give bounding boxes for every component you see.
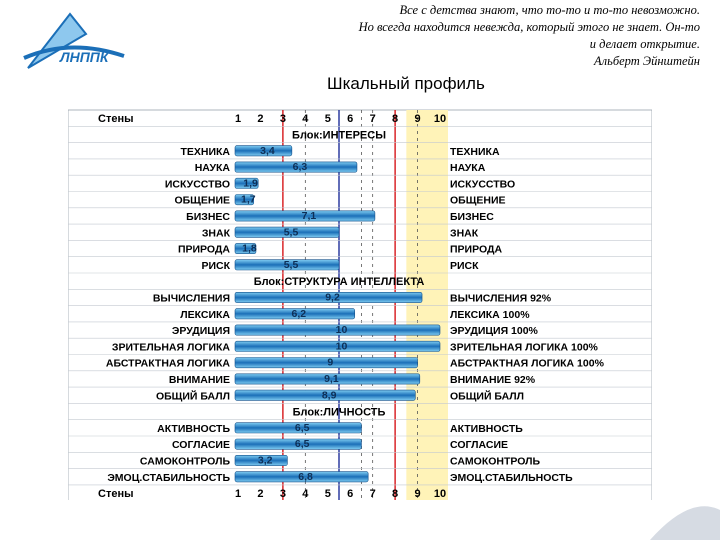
block-title: Блок:ИНТЕРЕСЫ — [292, 129, 386, 142]
decorative-swoosh — [630, 500, 720, 540]
value-label: 10 — [335, 340, 348, 353]
value-label: 3,2 — [257, 454, 273, 467]
block-title: Блок:СТРУКТУРА ИНТЕЛЛЕКТА — [253, 276, 425, 289]
row-label: ЗНАК — [201, 227, 230, 240]
row-label-right: ОБЩИЙ БАЛЛ — [450, 390, 525, 403]
tick-label: 8 — [392, 488, 399, 500]
tick-label: 1 — [234, 113, 242, 126]
tick-label: 2 — [257, 113, 264, 126]
value-label: 6,8 — [298, 470, 313, 483]
chart-band — [406, 110, 448, 500]
row-label-right: БИЗНЕС — [450, 210, 494, 223]
row-label: ВНИМАНИЕ — [168, 373, 230, 386]
quote-author: Альберт Эйнштейн — [594, 54, 700, 68]
tick-label: 6 — [347, 488, 354, 500]
row-label-right: НАУКА — [450, 162, 486, 175]
row-label-right: ТЕХНИКА — [450, 145, 500, 158]
value-label: 7,1 — [301, 209, 317, 222]
row-label: ПРИРОДА — [177, 243, 230, 256]
value-label: 1,7 — [241, 193, 256, 206]
tick-label: 1 — [234, 488, 242, 500]
row-label: ЭРУДИЦИЯ — [171, 325, 230, 338]
row-label-right: ЗНАК — [450, 227, 479, 240]
page-title: Шкальный профиль — [327, 74, 485, 93]
tick-label: 9 — [414, 488, 421, 500]
logo-text: ЛНППК — [60, 49, 109, 65]
value-label: 5,5 — [283, 258, 299, 271]
logo — [20, 10, 130, 80]
row-label: РИСК — [201, 259, 230, 272]
value-label: 1,9 — [243, 177, 258, 190]
row-label-right: ОБЩЕНИЕ — [450, 194, 506, 207]
quote-line: Но всегда находится невежда, который этого не знает. Он-то — [358, 20, 700, 34]
row-label-right: АБСТРАКТНАЯ ЛОГИКА 100% — [450, 357, 604, 370]
tick-label: 7 — [369, 488, 376, 500]
tick-label: 9 — [414, 113, 421, 126]
row-label: ЭМОЦ.СТАБИЛЬНОСТЬ — [107, 471, 230, 484]
row-label: НАУКА — [194, 162, 230, 175]
row-label: ЛЕКСИКА — [180, 308, 230, 321]
row-label: АКТИВНОСТЬ — [157, 422, 230, 435]
block-title: Блок:ЛИЧНОСТЬ — [292, 406, 386, 419]
tick-label: 10 — [433, 488, 447, 500]
row-label-right: САМОКОНТРОЛЬ — [450, 455, 541, 468]
row-label-right: АКТИВНОСТЬ — [450, 422, 523, 435]
epigraph-quote — [180, 2, 700, 70]
value-label: 8,9 — [321, 389, 337, 402]
value-label: 3,4 — [260, 144, 275, 157]
tick-label: 5 — [324, 113, 331, 126]
axis-label: Стены — [98, 488, 134, 500]
tick-label: 2 — [257, 488, 264, 500]
tick-label: 7 — [369, 113, 376, 126]
value-label: 6,2 — [291, 307, 307, 320]
row-label-right: ЗРИТЕЛЬНАЯ ЛОГИКА 100% — [450, 341, 598, 354]
value-bar — [235, 358, 418, 368]
tick-label: 10 — [433, 113, 447, 126]
axis-label: Стены — [98, 113, 134, 126]
value-label: 6,5 — [294, 421, 310, 434]
value-label: 6,5 — [294, 438, 310, 451]
row-label-right: ВЫЧИСЛЕНИЯ 92% — [450, 292, 552, 305]
value-label: 5,5 — [283, 226, 299, 239]
row-label-right: РИСК — [450, 259, 479, 272]
value-label: 10 — [335, 324, 348, 337]
tick-label: 6 — [347, 113, 354, 126]
value-label: 1,8 — [242, 242, 257, 255]
value-label: 9,1 — [324, 372, 339, 385]
quote-line: и делает открытие. — [589, 37, 700, 51]
row-label: ОБЩЕНИЕ — [174, 194, 230, 207]
row-label-right: СОГЛАСИЕ — [450, 439, 509, 452]
scale-profile-chart — [68, 108, 652, 500]
row-label: ИСКУССТВО — [164, 178, 230, 191]
row-label: ОБЩИЙ БАЛЛ — [155, 390, 230, 403]
row-label-right: ЭМОЦ.СТАБИЛЬНОСТЬ — [450, 471, 573, 484]
value-label: 9 — [327, 356, 334, 369]
row-label: САМОКОНТРОЛЬ — [139, 455, 230, 468]
row-label-right: ВНИМАНИЕ 92% — [450, 373, 536, 386]
tick-label: 8 — [392, 113, 399, 126]
tick-label: 4 — [302, 113, 309, 126]
tick-label: 5 — [324, 488, 331, 500]
row-label-right: ПРИРОДА — [450, 243, 503, 256]
tick-label: 3 — [279, 488, 286, 500]
row-label: ВЫЧИСЛЕНИЯ — [152, 292, 230, 305]
row-label: БИЗНЕС — [186, 210, 230, 223]
row-label: ТЕХНИКА — [180, 145, 230, 158]
quote-line: Все с детства знают, что то-то и то-то невозможно. — [399, 3, 700, 17]
tick-label: 3 — [279, 113, 286, 126]
value-label: 9,2 — [325, 291, 340, 304]
row-label: СОГЛАСИЕ — [171, 439, 230, 452]
row-label: ЗРИТЕЛЬНАЯ ЛОГИКА — [111, 341, 230, 354]
row-label-right: ЭРУДИЦИЯ 100% — [450, 325, 538, 338]
tick-label: 4 — [302, 488, 309, 500]
row-label-right: ИСКУССТВО — [450, 178, 516, 191]
value-label: 6,3 — [292, 161, 308, 174]
row-label: АБСТРАКТНАЯ ЛОГИКА — [105, 357, 230, 370]
row-label-right: ЛЕКСИКА 100% — [450, 308, 530, 321]
